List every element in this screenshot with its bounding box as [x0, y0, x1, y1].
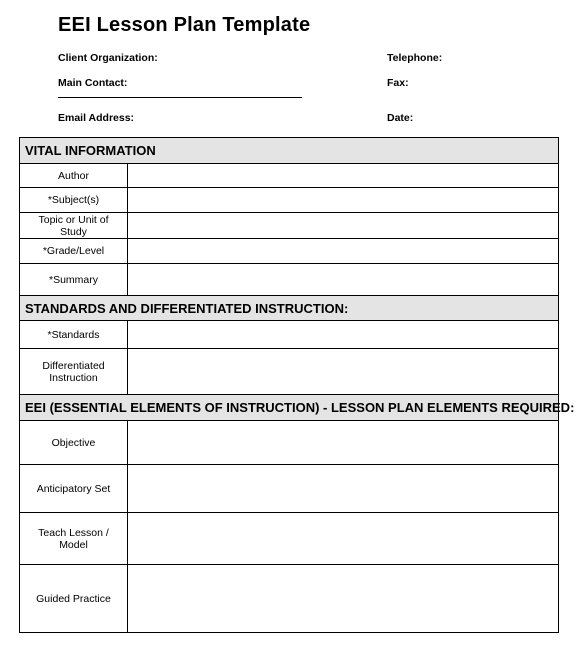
row-label-standards: *Standards — [20, 321, 128, 349]
section-heading-eei: EEI (ESSENTIAL ELEMENTS OF INSTRUCTION) - LESSON PLAN ELEMENTS REQUIRED: — [20, 395, 559, 421]
row-label-author: Author — [20, 164, 128, 188]
anticipatory-set-field[interactable] — [128, 465, 559, 513]
summary-field[interactable] — [128, 264, 559, 296]
subjects-field[interactable] — [128, 188, 559, 213]
row-label-differentiated-instruction: Differentiated Instruction — [20, 349, 128, 395]
telephone-label: Telephone: — [387, 52, 443, 64]
date-label: Date: — [387, 112, 414, 124]
teach-lesson-model-field[interactable] — [128, 513, 559, 565]
row-label-subjects: *Subject(s) — [20, 188, 128, 213]
client-organization-label: Client Organization: — [58, 52, 158, 64]
email-address-label: Email Address: — [58, 112, 135, 124]
row-label-teach-lesson-model: Teach Lesson / Model — [20, 513, 128, 565]
differentiated-instruction-field[interactable] — [128, 349, 559, 395]
main-contact-underline — [58, 97, 302, 98]
section-heading-vital-information: VITAL INFORMATION — [20, 138, 559, 164]
guided-practice-field[interactable] — [128, 565, 559, 633]
row-label-topic-or-unit: Topic or Unit of Study — [20, 213, 128, 239]
row-label-grade-level: *Grade/Level — [20, 239, 128, 264]
lesson-plan-form — [19, 137, 575, 633]
fax-label: Fax: — [387, 77, 409, 89]
grade-level-field[interactable] — [128, 239, 559, 264]
section-heading-standards: STANDARDS AND DIFFERENTIATED INSTRUCTION: — [20, 296, 559, 321]
author-field[interactable] — [128, 164, 559, 188]
objective-field[interactable] — [128, 421, 559, 465]
row-label-summary: *Summary — [20, 264, 128, 296]
topic-or-unit-field[interactable] — [128, 213, 559, 239]
standards-field[interactable] — [128, 321, 559, 349]
row-label-guided-practice: Guided Practice — [20, 565, 128, 633]
main-contact-label: Main Contact: — [58, 77, 128, 89]
row-label-objective: Objective — [20, 421, 128, 465]
row-label-anticipatory-set: Anticipatory Set — [20, 465, 128, 513]
page-title: EEI Lesson Plan Template — [58, 14, 311, 36]
